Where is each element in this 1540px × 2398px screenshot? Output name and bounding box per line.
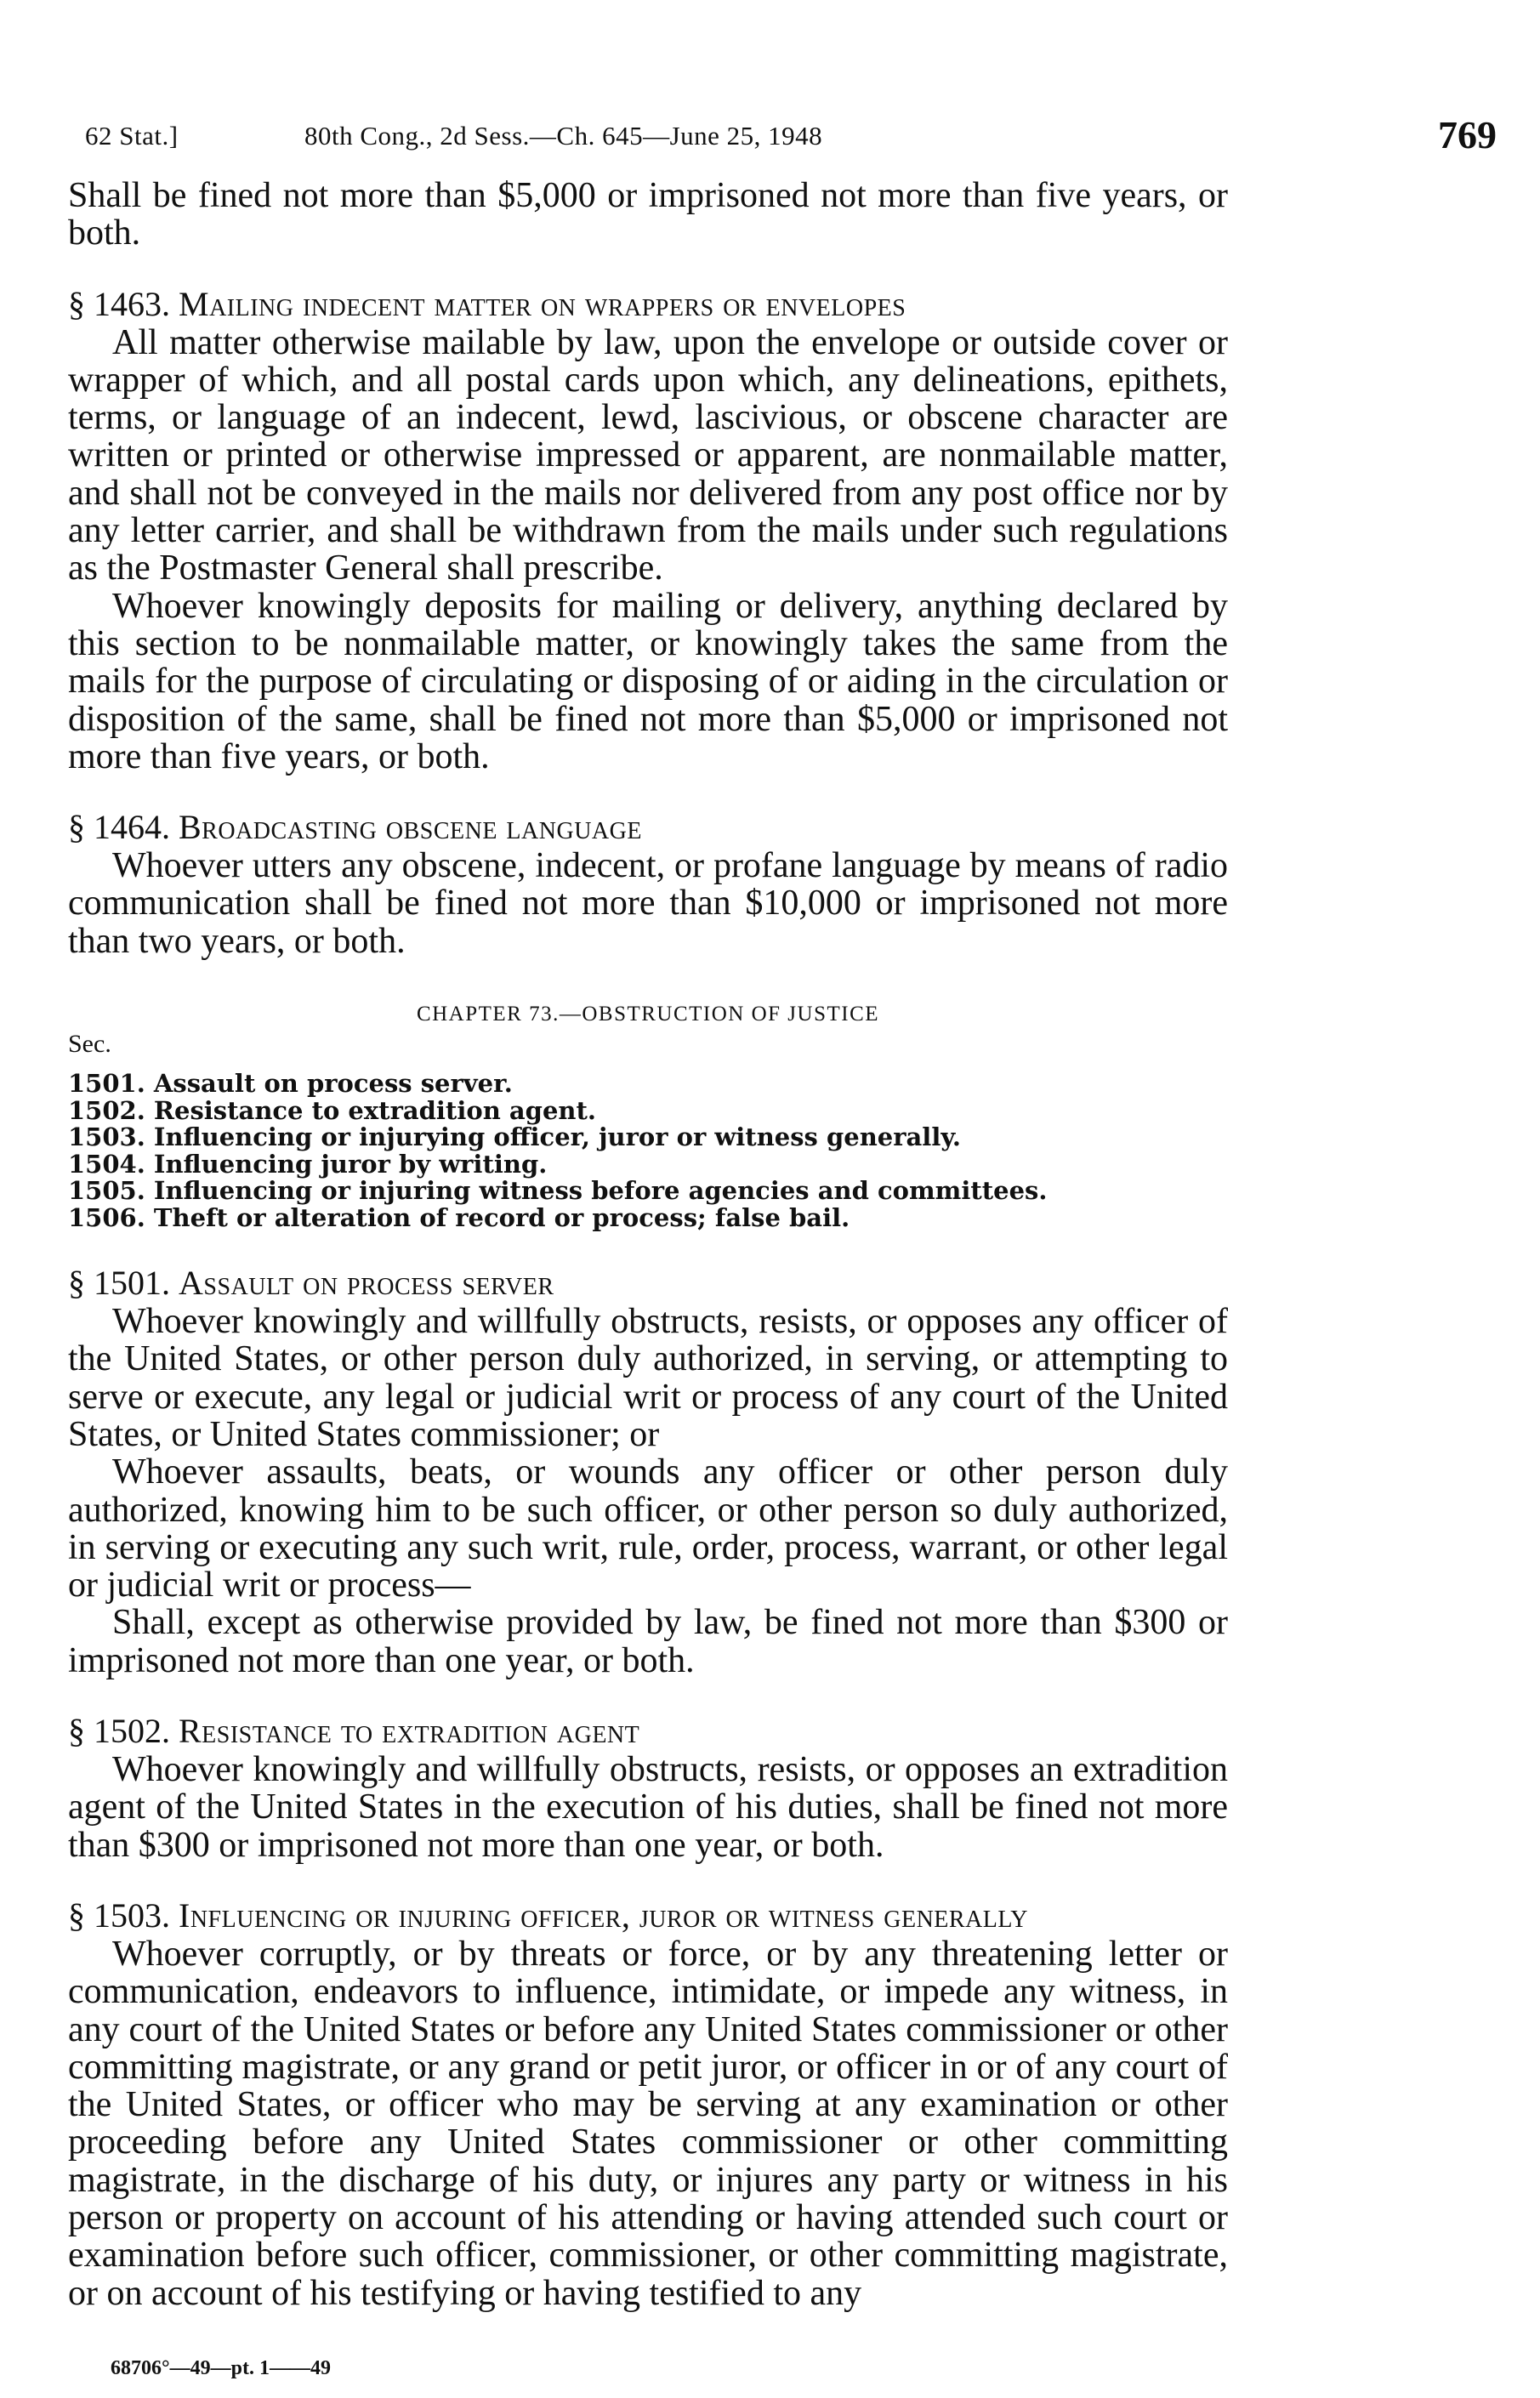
section-heading [68, 1712, 1228, 1751]
session-line: 80th Cong., 2d Sess.—Ch. 645—June 25, 1948 [304, 121, 823, 151]
paragraph: Whoever utters any obscene, indecent, or profane language by means of radio communication shall be fined not more than $10,000 or imprisoned not more than two years, or both. [68, 846, 1228, 961]
section-heading [68, 808, 1228, 847]
section-title: Resistance to extradition agent [179, 1712, 640, 1751]
list-item: 1501. Assault on process server. [68, 1069, 513, 1099]
section-title: Influencing or injuring officer, juror or witness generally [179, 1895, 1028, 1935]
paragraph: Shall be fined not more than $5,000 or imprisoned not more than five years, or both. [68, 176, 1228, 253]
section-heading [68, 285, 1228, 324]
list-item: 1505. Influencing or injuring witness before agencies and committees. [68, 1176, 1048, 1206]
running-header [85, 112, 1497, 172]
chapter-heading: CHAPTER 73.—OBSTRUCTION OF JUSTICE [416, 1003, 880, 1026]
paragraph: Whoever knowingly deposits for mailing or delivery, anything declared by this section to be nonmailable matter, or knowingly takes the same from the mails for the purpose of circulating or disposing of or aiding in the circulation or disposition of the same, shall be fined not more than $5,000 or imprisoned not more than five years, or both. [68, 586, 1228, 776]
section-heading [68, 1264, 1228, 1303]
document-body [68, 177, 1228, 2312]
sec-label: Sec. [68, 1030, 111, 1059]
paragraph: All matter otherwise mailable by law, upon the envelope or outside cover or wrapper of which, and all postal cards upon which, any delineations, epithets, terms, or language of an indecent, lewd, lascivious, or obscene character are written or printed or otherwise impressed or apparent, are nonmailable matter, and shall not be conveyed in the mails nor delivered from any post office nor by any letter carrier, and shall be withdrawn from the mails under such regulations as the Postmaster General shall prescribe. [68, 322, 1228, 588]
section-number: § 1503. [68, 1895, 170, 1935]
section-number: § 1464. [68, 808, 170, 847]
paragraph: Shall, except as otherwise provided by law, be fined not more than $300 or imprisoned not more than one year, or both. [68, 1603, 1228, 1680]
paragraph: Whoever knowingly and willfully obstructs, resists, or opposes any officer of the United States, or other person duly authorized, in serving, or attempting to serve or execute, any legal or judicial writ or process of any court of the United States, or United States commissioner; or [68, 1302, 1228, 1454]
statute-volume: 62 Stat.] [85, 121, 179, 151]
section-title: Broadcasting obscene language [179, 808, 642, 847]
list-item: 1506. Theft or alteration of record or process; false bail. [68, 1202, 850, 1232]
page-number: 769 [1438, 113, 1497, 156]
chapter-contents-list [68, 1071, 1228, 1231]
list-item: 1502. Resistance to extradition agent. [68, 1095, 596, 1125]
section-title: Assault on process server [179, 1264, 554, 1303]
list-item: 1503. Influencing or injurying officer, juror or witness generally. [68, 1122, 961, 1152]
paragraph: Whoever assaults, beats, or wounds any officer or other person duly authorized, knowing him to be such officer, or other person so duly authorized, in serving or executing any such writ, rule, order, process, warrant, or other legal or judicial writ or process— [68, 1452, 1228, 1605]
paragraph: Whoever knowingly and willfully obstructs, resists, or opposes an extradition agent of the United States in the execution of his duties, shall be fined not more than $300 or imprisoned not more than one year, or both. [68, 1750, 1228, 1865]
paragraph: Whoever corruptly, or by threats or force, or by any threatening letter or communication, endeavors to influence, intimidate, or impede any witness, in any court of the United States or before any United States commissioner or other committing magistrate, or any grand or petit juror, or officer in or of any court of the United States, or officer who may be serving at any examination or other proceeding before any United States commissioner or other committing magistrate, in the discharge of his duty, or injures any party or witness in his person or property on account of his attending or having attended such court or examination before such officer, commissioner, or other committing magistrate, or on account of his testifying or having testified to any [68, 1934, 1228, 2313]
section-heading [68, 1896, 1228, 1935]
section-number: § 1502. [68, 1712, 170, 1751]
section-number: § 1501. [68, 1264, 170, 1303]
print-code: 68706°—49—pt. 1——49 [111, 2357, 331, 2379]
list-item: 1504. Influencing juror by writing. [68, 1149, 548, 1179]
section-title: Mailing indecent matter on wrappers or envelopes [179, 284, 906, 323]
section-number: § 1463. [68, 284, 170, 323]
